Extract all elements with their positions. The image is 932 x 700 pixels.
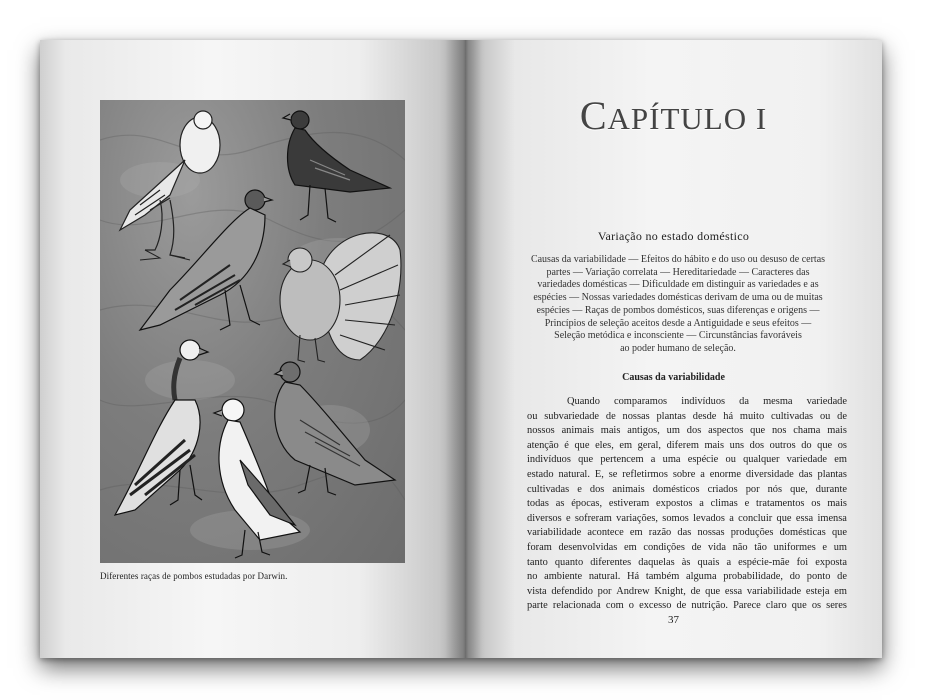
body-line: todas as épocas, estiveram expostos a climas e tratamentos os mais bbox=[527, 498, 847, 510]
body-line: indivíduos que pertencem a uma espécie ou qualquer variedade em bbox=[527, 454, 847, 466]
pigeon-fantail-figure bbox=[280, 233, 401, 362]
chapter-subtitle: Variação no estado doméstico bbox=[597, 229, 750, 243]
page-number: 37 bbox=[668, 614, 679, 626]
summary-line: espécies — Nossas variedades domésticas derivam de uma ou de muitas bbox=[533, 292, 823, 304]
summary-line: partes — Variação correlata — Hereditariedade — Caracteres das bbox=[546, 266, 810, 278]
body-line: no ambiente natural. Há também alguma probabilidade, do ponto de bbox=[527, 571, 847, 583]
body-line: vista defendido por Andrew Knight, de que essa variabilidade esteja em bbox=[527, 585, 847, 597]
summary-line: Princípios de seleção aceitos desde a Antiguidade e seus efeitos — bbox=[544, 317, 812, 329]
section-heading: Causas da variabilidade bbox=[622, 372, 725, 383]
pigeon-dark-figure bbox=[283, 111, 390, 222]
body-line: atenção é que eles, em geral, diferem mais uns dos outros do que os bbox=[527, 439, 847, 451]
body-line: foram desenvolvidas em condições de vida não tão uniformes e um bbox=[527, 541, 847, 553]
summary-line: variedades domésticas — Dificuldade em distinguir as variedades e as bbox=[537, 279, 819, 291]
body-line: variabilidade acontece em razão das nossas produções domésticas que bbox=[527, 527, 847, 539]
body-paragraph bbox=[527, 395, 847, 614]
summary-line: Causas da variabilidade — Efeitos do hábito e do uso ou desuso de certas bbox=[530, 254, 826, 265]
pigeon-rock-dove-figure bbox=[140, 190, 272, 330]
body-line: tanto quanto diferentes daquelas às quais a espécie-mãe foi exposta bbox=[527, 556, 847, 568]
body-line: cultivadas e dos animais domésticos criados por nós que, durante bbox=[527, 483, 847, 495]
body-line: ou subvariedade de nossas plantas desde há muito cultivadas ou de bbox=[527, 410, 847, 422]
chapter-title-rest: APÍTULO I bbox=[607, 101, 768, 136]
plate-caption: Diferentes raças de pombos estudadas por Darwin. bbox=[100, 571, 288, 581]
summary-line: ao poder humano de seleção. bbox=[620, 342, 736, 354]
pigeons-engraving-image bbox=[100, 100, 405, 563]
pigeon-illustration-plate bbox=[100, 100, 405, 563]
chapter-title bbox=[465, 92, 882, 139]
chapter-summary bbox=[510, 254, 846, 356]
pigeon-speckled-figure bbox=[275, 362, 395, 495]
chapter-title-initial: C bbox=[579, 93, 608, 138]
body-line: Quando comparamos indivíduos da mesma variedade bbox=[567, 396, 847, 407]
body-line: nossos animais mais antigos, um dos aspectos que nos chama mais bbox=[527, 425, 847, 437]
summary-line: Seleção metódica e inconsciente — Circunstâncias favoráveis bbox=[554, 330, 802, 342]
body-line: diversos e sofreram variações, somos levados a concluir que essa imensa bbox=[527, 512, 847, 524]
summary-line: espécies — Raças de pombos domésticos, suas diferenças e origens — bbox=[536, 304, 820, 316]
body-line: parte relacionada com o excesso de nutrição. Parece claro que os seres bbox=[527, 600, 847, 612]
body-line: estado natural. E, se refletirmos sobre a enorme diversidade das plantas bbox=[527, 468, 847, 480]
